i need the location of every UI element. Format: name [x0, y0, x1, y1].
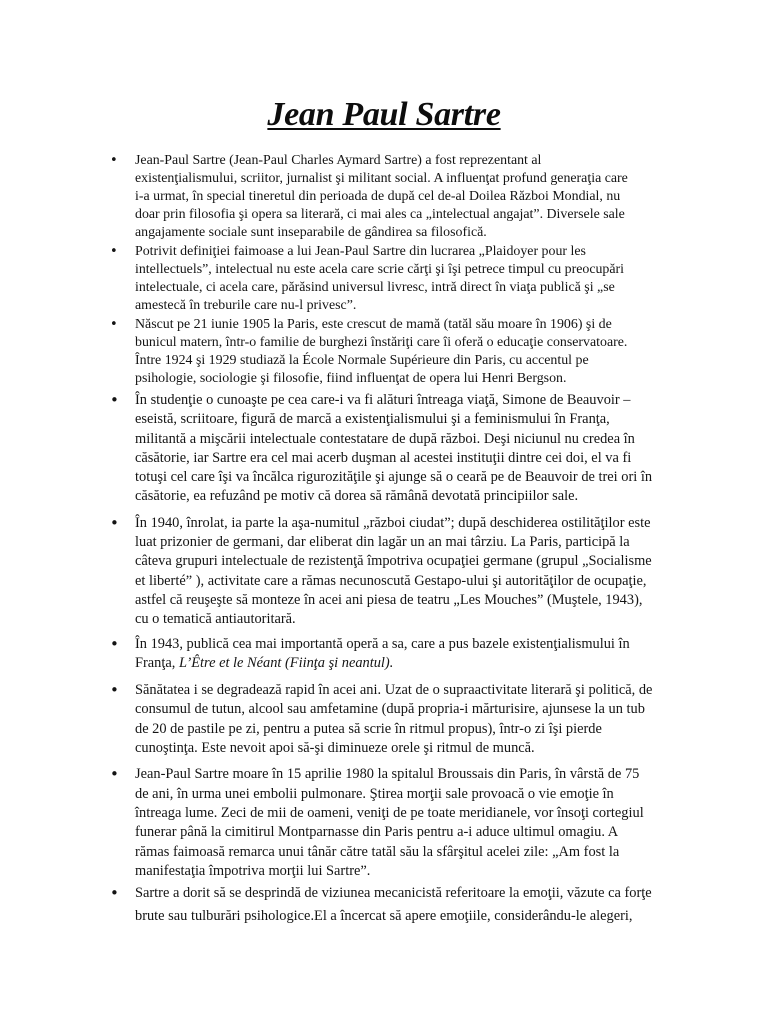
paragraph-line: militantă a mişcării intelectuale contestatare de după război. Deşi niciunul nu credea în [135, 430, 635, 447]
paragraph-line: psihologie, sociologie şi filosofie, fiind influenţat de opera lui Henri Bergson. [135, 371, 567, 386]
paragraph-line [135, 654, 658, 673]
paragraph-line: Sănătatea i se degradează rapid în acei ani. Uzat de o supraactivitate literară şi politică, de [135, 682, 653, 699]
paragraph-line: brute sau tulburări psihologice.El a încercat să apere emoţiile, considerându-le alegeri, [135, 908, 633, 925]
list-item [110, 514, 658, 630]
paragraph-line: Jean-Paul Sartre (Jean-Paul Charles Aymard Sartre) a fost reprezentant al [135, 153, 542, 168]
paragraph-line: câteva grupuri intelectuale de rezistenţă împotriva ocupaţiei germane (grupul „Socialisme [135, 553, 652, 570]
paragraph-line: cunoştinţa. Este nevoit apoi să-şi diminueze orele şi ritmul de muncă. [135, 740, 535, 757]
paragraph-text: Franţa, [135, 654, 179, 671]
document-title: Jean Paul Sartre [267, 96, 501, 133]
paragraph-line: luat prizonier de germani, dar eliberat din lagăr un an mai târziu. La Paris, participă la [135, 534, 630, 551]
paragraph-line: intellectuels”, intelectual nu este acela care scrie cărţi şi îşi petrece timpul cu preocupări [135, 262, 625, 277]
paragraph-line: rămas faimoasă remarca unui tânăr către tatăl său la sfârşitul acelei zile: „Am fost la [135, 843, 620, 860]
paragraph-line: eseistă, scriitoare, figură de marcă a existenţialismului şi a feminismului în Franţa, [135, 411, 610, 428]
paragraph-line: astfel că reuşeşte să monteze în acei ani piesa de teatru „Les Mouches” (Muştele, 1943), [135, 591, 643, 608]
list-item [110, 391, 658, 507]
bullet-icon: • [110, 681, 119, 700]
bullet-icon: • [110, 634, 119, 653]
paragraph-line: În 1943, publică cea mai importantă operă a sa, care a pus bazele existenţialismului în [135, 635, 630, 652]
bullet-icon: • [110, 391, 119, 409]
paragraph-line: intelectuale, ci acela care, părăsind universul livresc, intră direct în viaţa publică şi „se [135, 280, 615, 295]
paragraph-line: Sartre a dorit să se desprindă de viziunea mecanicistă referitoare la emoţii, văzute ca forţe [135, 885, 652, 902]
paragraph-line: de ani, în urma unei embolii pulmonare. Ştirea morţii sale provoacă o vie emoţie în [135, 785, 614, 802]
list-item [110, 765, 658, 881]
list-item [110, 882, 658, 928]
list-item [110, 243, 658, 315]
bullet-icon: • [110, 884, 119, 903]
paragraph-line: Între 1924 şi 1929 studiază la École Normale Supérieure din Paris, cu accentul pe [135, 353, 589, 368]
paragraph-line: doar prin filosofia şi opera sa literară, ci mai ales ca „intelectual angajat”. Diversele sale [135, 207, 625, 222]
bullet-icon: • [110, 765, 119, 784]
paragraph-line: totuşi cel care îşi va încălca rigurozităţile şi ajunge să o ceară pe de Beauvoir de trei ori în [135, 469, 653, 486]
bullet-list [110, 152, 658, 928]
paragraph-line: Potrivit definiţiei faimoase a lui Jean-Paul Sartre din lucrarea „Plaidoyer pour les [135, 244, 586, 259]
list-item [110, 152, 658, 242]
bullet-icon: • [110, 153, 118, 168]
paragraph-line: întreaga lume. Zeci de mii de oameni, veniţi de pe toate meridianele, vor însoţi cortegiul [135, 804, 644, 821]
bullet-icon: • [110, 244, 118, 259]
paragraph-line: i-a urmat, în special tineretul din perioada de după cel de-al Doilea Război Mondial, nu [135, 189, 621, 204]
paragraph-line: În studenţie o cunoaşte pe cea care-i va fi alături întreaga viaţă, Simone de Beauvoir – [135, 392, 631, 408]
paragraph-line: angajamente sociale sunt inseparabile de gândirea sa filosofică. [135, 225, 487, 240]
bullet-icon: • [110, 513, 119, 532]
paragraph-line: căsătorie, ea refuzând pe motiv că dorea să rămână devotată principiilor sale. [135, 488, 579, 505]
paragraph-line: existenţialismului, scriitor, jurnalist şi militant social. A influenţat profund generaţia care [135, 171, 628, 186]
bullet-icon: • [110, 317, 118, 332]
paragraph-line: Născut pe 21 iunie 1905 la Paris, este crescut de mamă (tatăl său moare în 1906) şi de [135, 317, 612, 332]
paragraph-line: căsătorie, iar Sartre era cel mai acerb duşman al acestei instituţii dintre cei doi, el va fi [135, 449, 632, 466]
paragraph-line: manifestaţia împotriva morţii lui Sartre”. [135, 862, 371, 879]
paragraph-line: bunicul matern, într-o familie de burghezi înstăriţi care îi oferă o educaţie conservatoare. [135, 335, 628, 350]
book-title: L’Être et le Néant (Fiinţa şi neantul). [178, 654, 394, 671]
paragraph-line: funerar până la cimitirul Montparnasse din Paris pentru a-i aduce ultimul omagiu. A [135, 824, 619, 841]
paragraph-line: În 1940, înrolat, ia parte la aşa-numitul „război ciudat”; după deschiderea ostilităţilor este [135, 514, 651, 531]
list-item [110, 635, 658, 674]
list-item [110, 681, 658, 758]
paragraph-line: amestecă în treburile care nu-l privesc”. [135, 298, 357, 313]
list-item [110, 316, 658, 388]
paragraph-line: et liberté” ), activitate care a rămas necunoscută Gestapo-ului şi autorităţilor de ocupaţie, [135, 572, 647, 589]
paragraph-line: consumul de tutun, alcool sau amfetamine (după propria-i mărturisire, ajunsese la un tub [135, 701, 645, 718]
paragraph-line: de 20 de pastile pe zi, pentru a putea să scrie în ritmul propus), într-o zi îşi pierde [135, 720, 602, 737]
paragraph-line: Jean-Paul Sartre moare în 15 aprilie 1980 la spitalul Broussais din Paris, în vârstă de 75 [135, 766, 640, 783]
paragraph-line: cu o tematică antiautoritară. [135, 611, 296, 628]
